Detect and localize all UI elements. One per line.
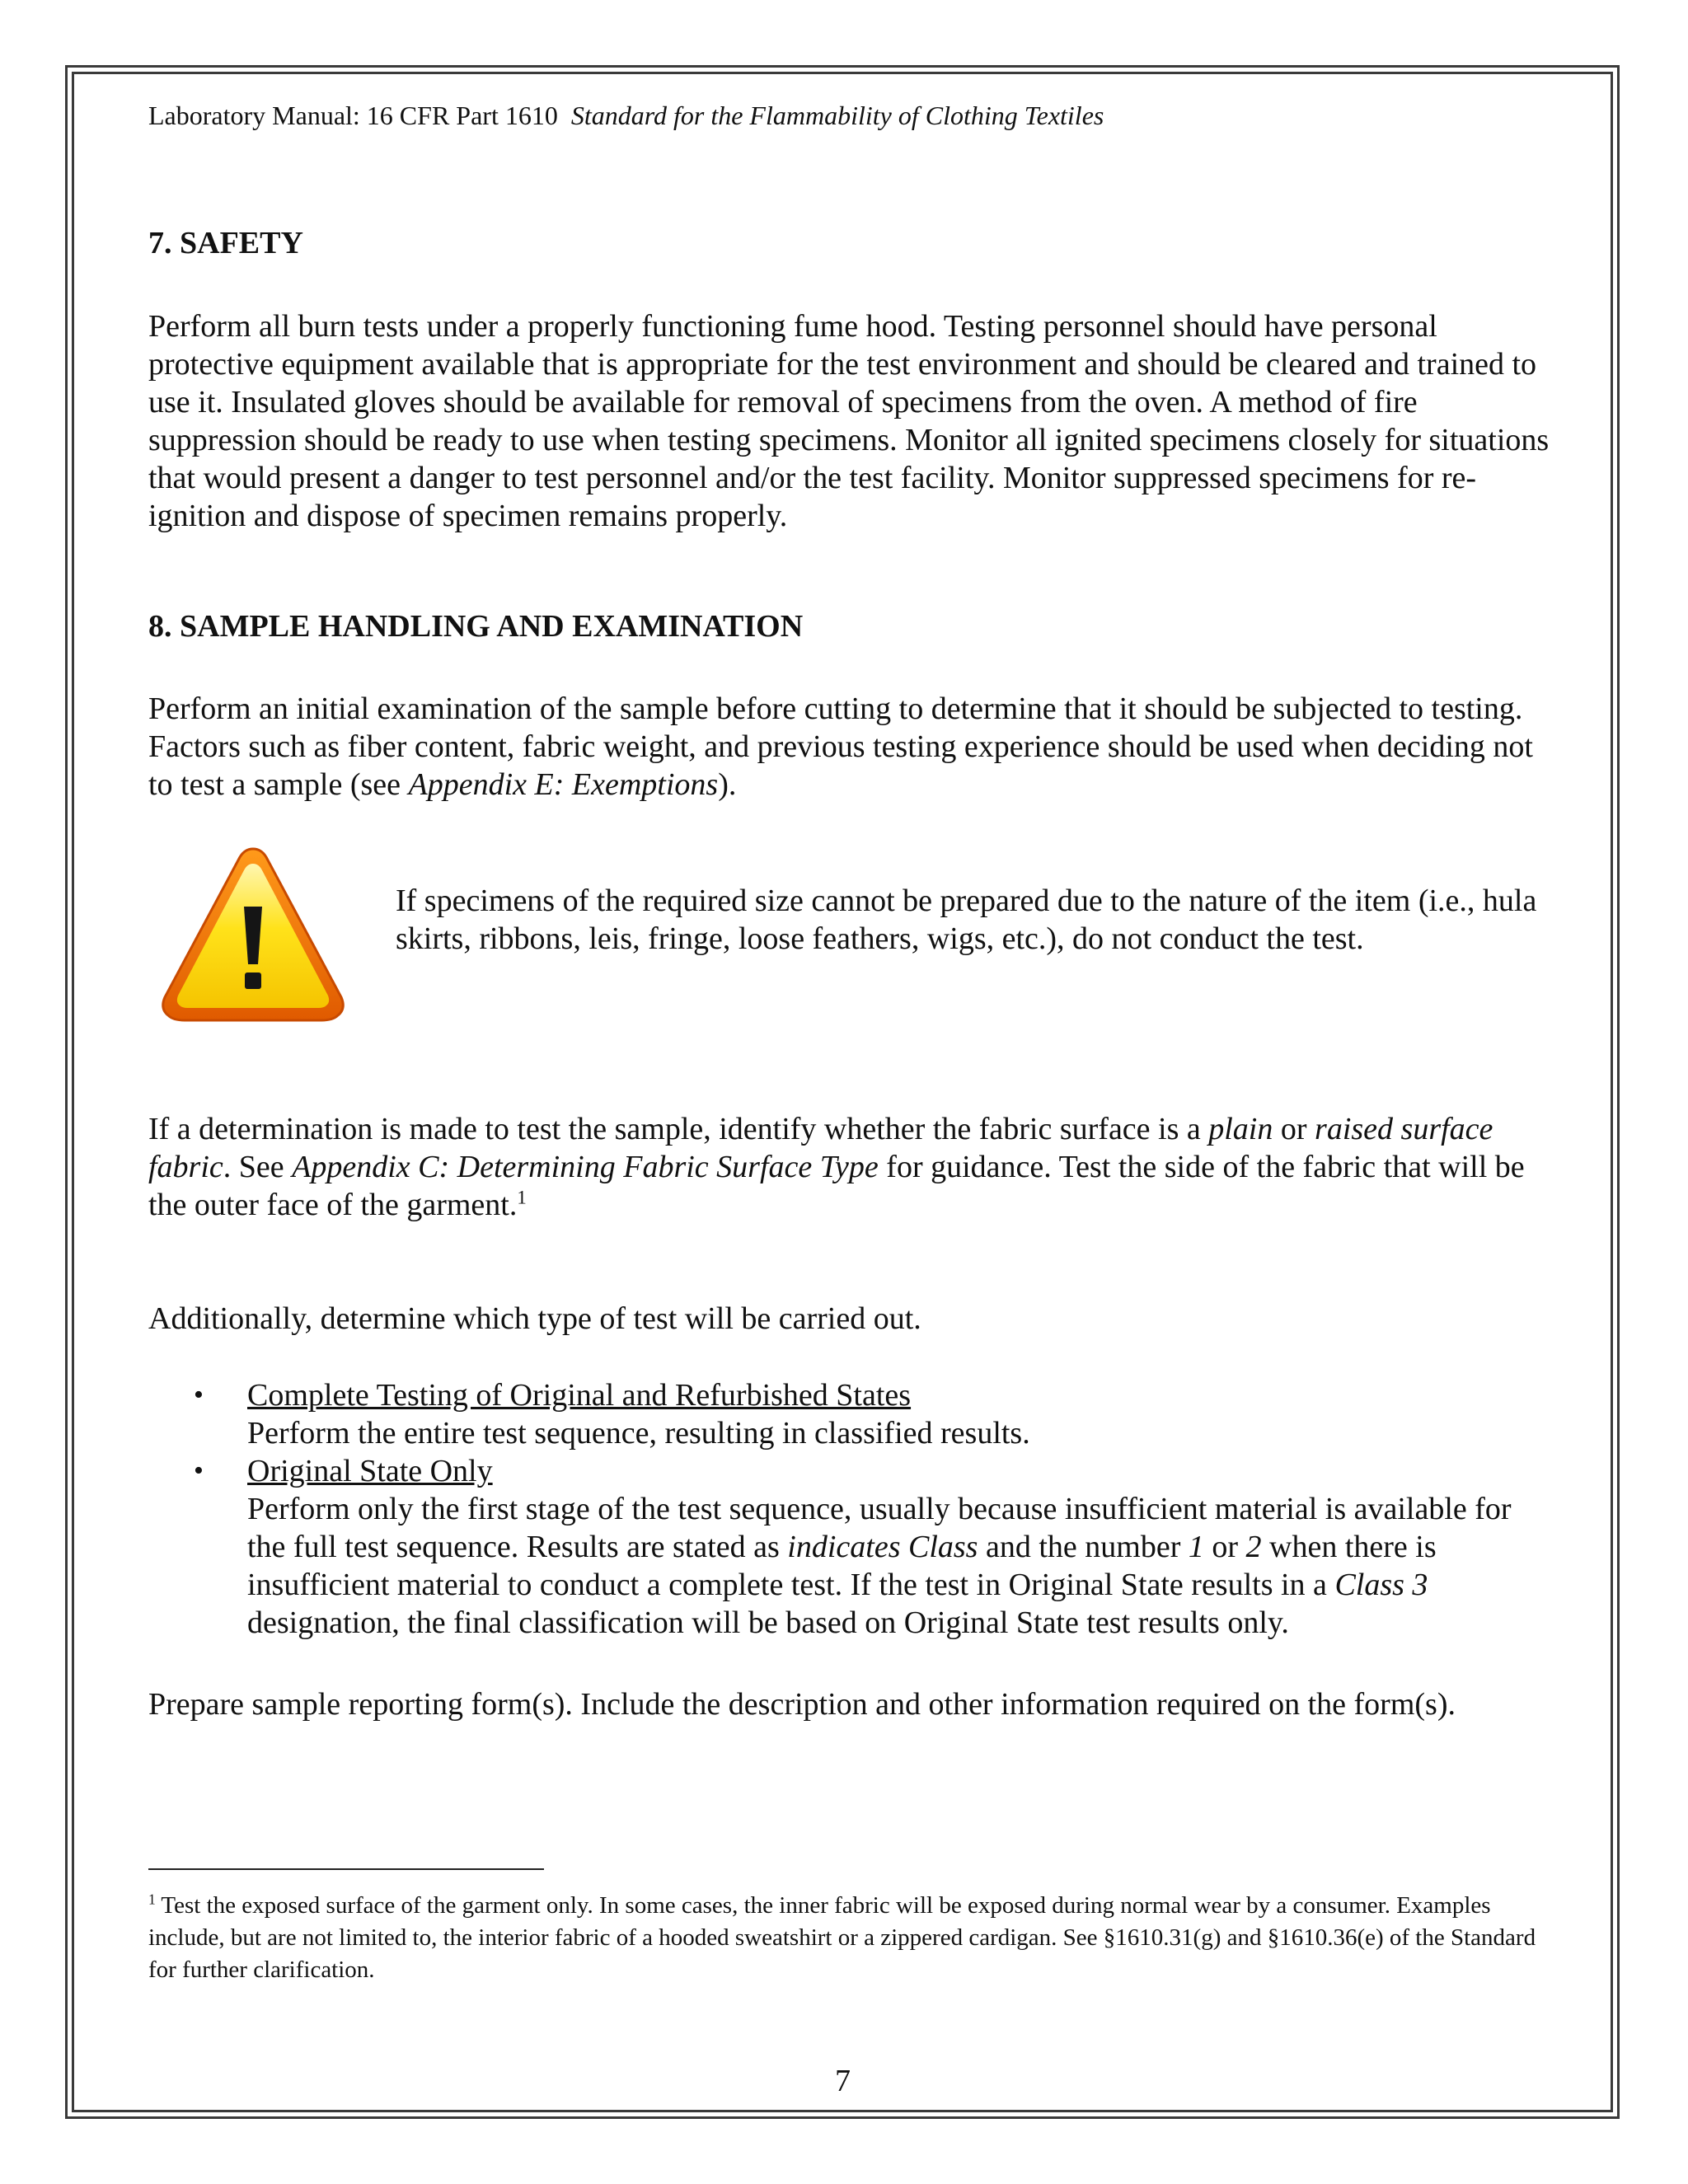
footnote-text: Test the exposed surface of the garment only. In some cases, the inner fabric will be exposed during normal wear by a consumer. Examples include, but are not limited to, the interior fabric of a hooded sweatshirt or a zippered cardigan. See §1610.31(g) and §1610.36(e) of the Standard for further clarification.	[148, 1892, 1536, 1983]
list-item	[148, 1452, 1550, 1642]
warning-triangle-icon	[157, 841, 349, 1029]
original-state-text-4: when there is insufficient material to conduct a complete test. If the test in Original State results in a	[247, 1530, 1437, 1602]
appendix-e-reference: Appendix E: Exemptions	[408, 767, 719, 802]
term-raised-surface-fabric: raised surface fabric	[148, 1112, 1493, 1184]
examination-end: ).	[718, 767, 737, 802]
warning-triangle-svg	[157, 841, 349, 1029]
test-type-title: Complete Testing of Original and Refurbished States	[247, 1378, 912, 1413]
surface-text-4: for guidance. Test the side of the fabric that will be the outer face of the garment.	[148, 1150, 1525, 1222]
list-item	[148, 1376, 1550, 1452]
term-class-3: Class 3	[1334, 1568, 1428, 1602]
original-state-text-5: designation, the final classification will be based on Original State test results only.	[247, 1605, 1289, 1640]
bullet: •	[194, 1380, 204, 1410]
test-type-list	[148, 1376, 1550, 1642]
examination-text: Perform an initial examination of the sample before cutting to determine that it should be subjected to testing. Factors such as fiber content, fabric weight, and previous testing experience should be used when deciding not to test a sample (see	[148, 691, 1533, 802]
footnote-divider	[148, 1868, 544, 1870]
surface-text-1: If a determination is made to test the sample, identify whether the fabric surface is a	[148, 1112, 1209, 1146]
section-7-heading: 7. SAFETY	[148, 226, 303, 260]
footnote	[148, 1890, 1550, 1986]
term-indicates-class: indicates Class	[787, 1530, 978, 1564]
term-class-2: 2	[1245, 1530, 1262, 1564]
appendix-c-reference: Appendix C: Determining Fabric Surface Type	[292, 1150, 879, 1184]
test-type-description	[247, 1490, 1550, 1642]
test-type-description: Perform the entire test sequence, resulting in classified results.	[247, 1416, 1030, 1451]
examination-paragraph	[148, 690, 1550, 804]
page-number: 7	[835, 2064, 851, 2098]
header-title: Standard for the Flammability of Clothing Textiles	[570, 101, 1104, 130]
original-state-text-3: or	[1203, 1530, 1246, 1564]
original-state-text-2: and the number	[978, 1530, 1189, 1564]
footnote-mark: 1	[148, 1891, 156, 1908]
section-8-heading: 8. SAMPLE HANDLING AND EXAMINATION	[148, 609, 804, 644]
footnote-reference: 1	[517, 1187, 527, 1208]
bullet: •	[194, 1455, 204, 1486]
test-type-intro: Additionally, determine which type of test will be carried out.	[148, 1301, 921, 1336]
surface-text-3: . See	[223, 1150, 293, 1184]
test-type-title: Original State Only	[247, 1454, 493, 1488]
reporting-form-paragraph: Prepare sample reporting form(s). Include the description and other information required on the form(s).	[148, 1687, 1456, 1722]
header-prefix: Laboratory Manual: 16 CFR Part 1610	[148, 101, 558, 130]
warning-text: If specimens of the required size cannot be prepared due to the nature of the item (i.e., hula skirts, ribbons, leis, fringe, loose feathers, wigs, etc.), do not conduct the test.	[396, 883, 1537, 956]
running-header	[148, 95, 1550, 136]
original-state-text-1: Perform only the first stage of the test sequence, usually because insufficient material is available for the full test sequence. Results are stated as	[247, 1492, 1512, 1564]
surface-type-paragraph	[148, 1110, 1550, 1224]
surface-text-2: or	[1273, 1112, 1315, 1146]
page-content	[148, 95, 1550, 2098]
term-plain: plain	[1208, 1112, 1273, 1146]
term-class-1: 1	[1188, 1530, 1204, 1564]
safety-paragraph: Perform all burn tests under a properly functioning fume hood. Testing personnel should have personal protective equipment available that is appropriate for the test environment and should be cleared and trained to use it. Insulated gloves should be available for removal of specimens from the oven. A method of fire suppression should be ready to use when testing specimens. Monitor all ignited specimens closely for situations that would present a danger to test personnel and/or the test facility. Monitor suppressed specimens for re-ignition and dispose of specimen remains properly.	[148, 309, 1550, 533]
